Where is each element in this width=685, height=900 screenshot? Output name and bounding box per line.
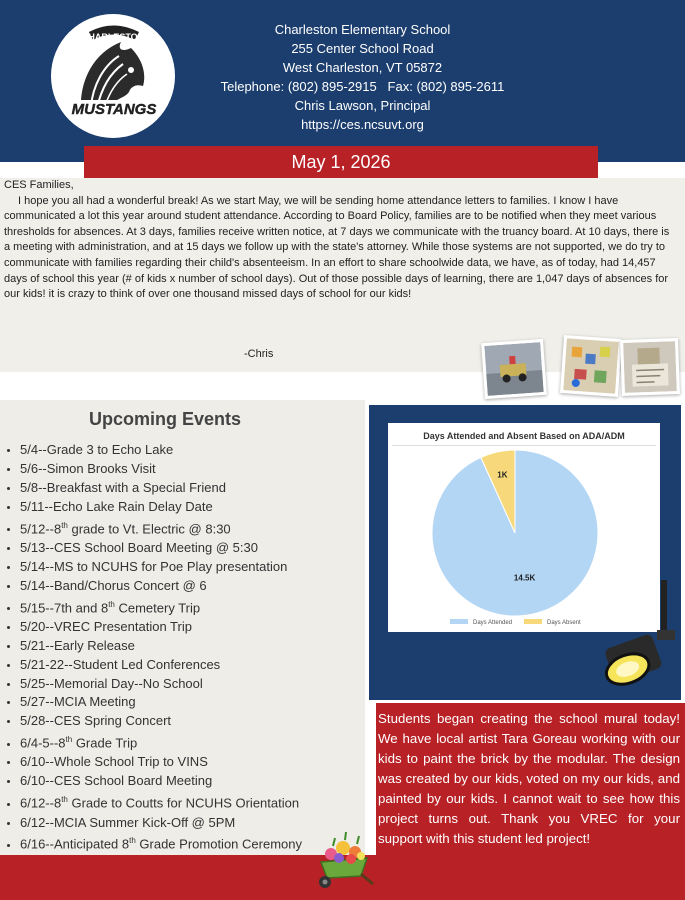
letter-signature: -Chris — [244, 348, 274, 360]
upcoming-events — [0, 400, 365, 855]
legend-label: Days Absent — [547, 620, 581, 626]
school-website[interactable]: https://ces.ncsuvt.org — [301, 117, 424, 132]
spotlight-icon — [595, 580, 685, 700]
pie-data-label: 1K — [497, 470, 508, 480]
photo-strip — [478, 333, 685, 413]
event-item: • 5/28--CES Spring Concert — [20, 712, 302, 731]
event-item: • 6/12--8th Grade to Coutts for NCUHS Orientation — [20, 791, 302, 813]
event-item: • 5/14--MS to NCUHS for Poe Play presentation — [20, 558, 302, 577]
mural-text: Students began creating the school mural today! We have local artist Tara Goreau working with our kids to paint the brick by the modular. The design was created by our kids, voted on my our kids, and painted by our kids. I cannot wait to see how this project turns out. Thank you VREC for your support with this student led project! — [378, 711, 680, 846]
school-logo — [51, 14, 175, 138]
event-item: • 5/25--Memorial Day--No School — [20, 675, 302, 694]
school-name: Charleston Elementary School — [274, 22, 451, 37]
legend-swatch — [450, 619, 468, 624]
class-photo-3 — [620, 338, 680, 396]
event-item: • 6/12--MCIA Summer Kick-Off @ 5PM — [20, 814, 302, 833]
mustang-logo-icon — [51, 14, 175, 138]
legend-label: Days Attended — [473, 620, 513, 626]
letter-body: I hope you all had a wonderful break! As we start May, we will be sending home attendance letters to families. I know I have communicated a lot this year around student attendance. According to Board Policy, families are to be notified when they meet various thresholds for absences. At 3 days, families receive written notice, at 7 days we communicate with the truancy board. At 10 days, there is a meeting with administration, and at 15 days we follow up with the state's attorney. While those systems are not supported, we do try to communicate with families regarding their child's absenteeism. In an effort to share schoolwide data, we have, as of today, had 14,457 days of school this year (# of kids x number of school days). Out of those possible days of learning, there are 1,047 days of absences for our kids! it is crazy to think of over one thousand missed days of school for our kids! — [4, 194, 670, 301]
event-item: • 6/10--CES School Board Meeting — [20, 772, 302, 791]
events-list — [0, 441, 302, 874]
event-item: • 6/16--Anticipated 8th Grade Promotion Ceremony — [20, 832, 302, 854]
event-item: • 5/21-22--Student Led Conferences — [20, 656, 302, 675]
logo-top-text: CHARLESTON — [81, 32, 145, 42]
class-photo-1 — [481, 339, 547, 399]
event-item: • 5/20--VREC Presentation Trip — [20, 618, 302, 637]
school-phone: Telephone: (802) 895-2915 Fax: (802) 895-2611 — [220, 79, 505, 94]
legend-swatch — [524, 619, 542, 624]
flower-wheelbarrow-icon — [313, 828, 375, 892]
events-title: Upcoming Events — [88, 409, 242, 429]
event-item: • 5/15--7th and 8th Cemetery Trip — [20, 596, 302, 618]
event-item: • 5/12--8th grade to Vt. Electric @ 8:30 — [20, 517, 302, 539]
event-item: • 5/6--Simon Brooks Visit — [20, 460, 302, 479]
event-item: • 5/4--Grade 3 to Echo Lake — [20, 441, 302, 460]
event-item: • 5/21--Early Release — [20, 637, 302, 656]
school-contact — [190, 20, 535, 134]
event-item: • 5/13--CES School Board Meeting @ 5:30 — [20, 539, 302, 558]
school-city: West Charleston, VT 05872 — [282, 60, 443, 75]
event-item: • 6/10--Whole School Trip to VINS — [20, 753, 302, 772]
chart-title: Days Attended and Absent Based on ADA/ADM — [423, 431, 625, 441]
event-item: • 5/11--Echo Lake Rain Delay Date — [20, 498, 302, 517]
pie-data-label: 14.5K — [513, 573, 536, 583]
mural-announcement — [376, 703, 685, 900]
school-principal: Chris Lawson, Principal — [294, 98, 431, 113]
newsletter-date: May 1, 2026 — [84, 146, 598, 178]
letter-greeting: CES Families, — [4, 179, 74, 191]
event-item: • 5/27--MCIA Meeting — [20, 693, 302, 712]
class-photo-2 — [560, 335, 622, 397]
school-address: 255 Center School Road — [291, 41, 434, 56]
event-item: • 5/14--Band/Chorus Concert @ 6 — [20, 577, 302, 596]
logo-bottom-text: MUSTANGS — [71, 101, 157, 118]
event-item: • 5/8--Breakfast with a Special Friend — [20, 479, 302, 498]
event-item: • 6/4-5--8th Grade Trip — [20, 731, 302, 753]
